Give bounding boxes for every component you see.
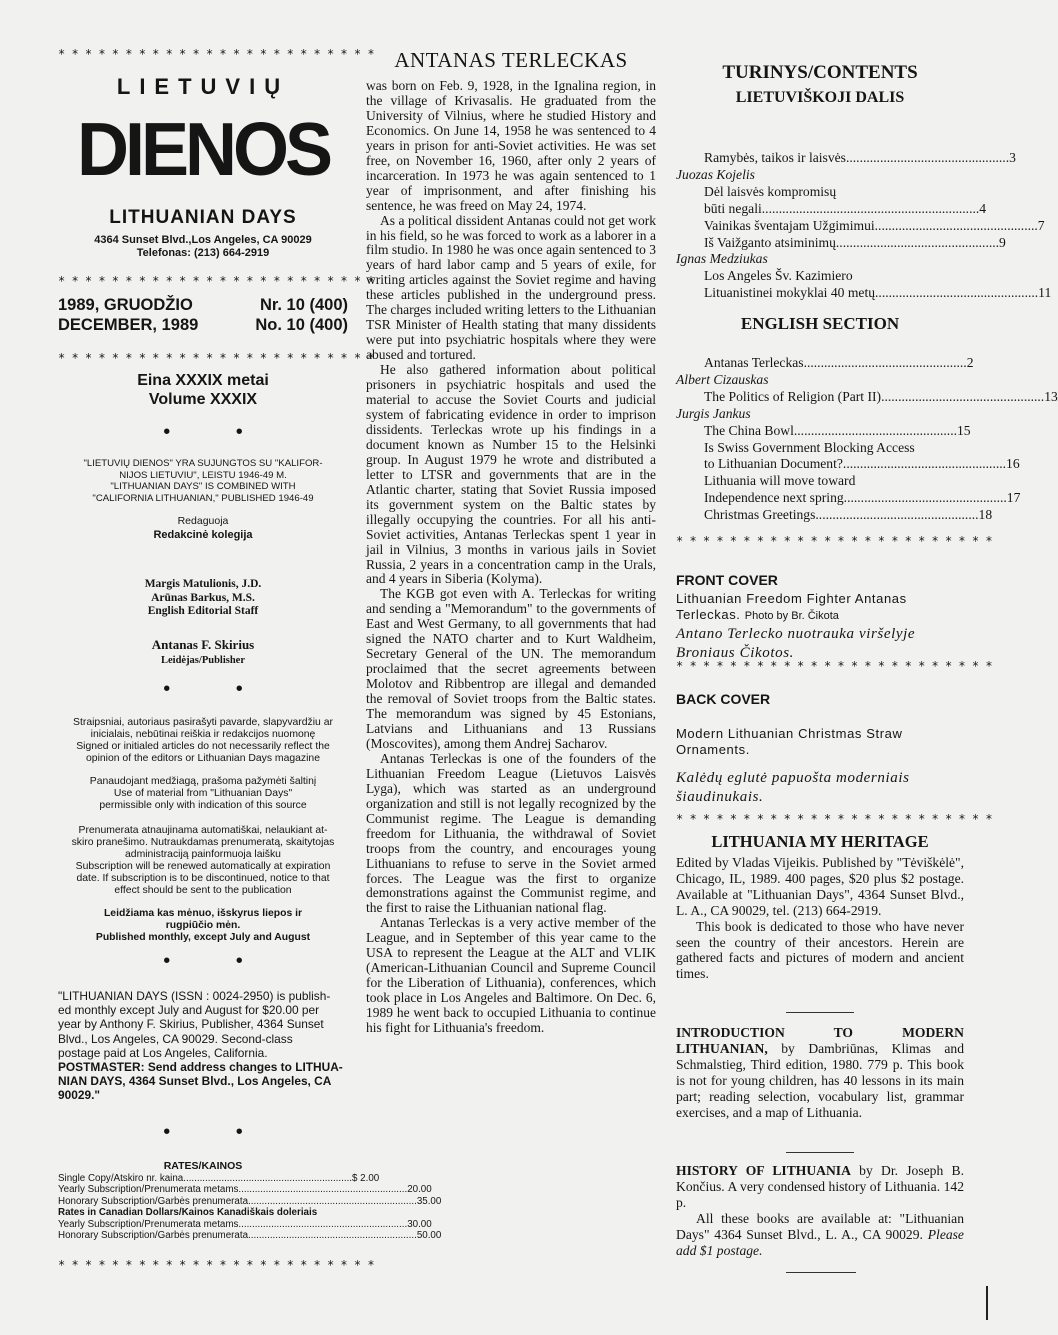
masthead-dienos-logo: DIENOS [76,108,330,192]
back-cover-heading: BACK COVER [676,691,771,707]
toc-entry-page: 15 [957,422,971,438]
star-divider: * * * * * * * * * * * * * * * * * * * * * * * * [676,659,993,673]
masthead-lithuanian-days: LITHUANIAN DAYS [109,207,297,228]
heritage-book-text: Edited by Vladas Vijeikis. Published by "Tėviškėlė", Chicago, IL, 1989. 400 pages, $20 plus $2 postage. Available at "Lithuanian Days", 4364 Sunset Blvd., L. A., CA 90029, tel. (213) 664-2919. [676,855,964,918]
notice-line: Panaudojant medžiagą, prašoma pažymėti šaltinį [89,776,317,787]
toc-entry: Vainikas šventajam Užgimimui ................................................ 7 [704,217,1045,233]
toc-entry-title-line: Dėl laisvės kompromisų [704,183,837,199]
toc-entry-page: 9 [999,234,1006,250]
star-divider: * * * * * * * * * * * * * * * * * * * * * * * * [58,351,375,365]
notice-line: inicialais, nebūtinai reiškia ir redakcijos nuomonę [90,728,316,740]
notice-line: effect should be sent to the publication [114,884,292,896]
toc-entry: Iš Vaižganto atsiminimų ................................................ 9 [704,234,1006,250]
issn-statement [58,989,348,1103]
issn-line: "LITHUANIAN DAYS (ISSN : 0024-2950) is publish- [58,989,331,1003]
notice-line: skiro pranešimo. Nutraukdamas prenumeratą, skaitytojas [71,836,335,848]
article-paragraph: The KGB got even with A. Terleckas for writing and sending a "Memorandum" to the governments of East and West Germany, to all governments that had signed the NATO charter and to Kurt Waldheim, Secretary General of the UN. The memorandum proclaimed that the secret agreements between Molotov and Ribbentrop are illegal and demanded the removal of Soviet troops from the Baltic states. The memorandum was signed by 45 Estonians, Latvians and Lithuanians and 13 Russians (Moscovites), among them Andrej Sacharov. [366,586,656,751]
heritage-book-title: LITHUANIA MY HERITAGE [711,832,929,851]
intro-book-title: INTRODUCTION TO MODERN LITHUANIAN, [676,1025,964,1056]
contents-title: TURINYS/CONTENTS [722,62,918,83]
front-cover-caption [676,591,964,624]
dot-divider: • • [163,950,273,972]
editor-name: English Editorial Staff [147,605,259,617]
toc-entry: The China Bowl ................................................ 15 [704,422,971,438]
issn-line: POSTMASTER: Send address changes to LITHUA- [58,1060,343,1075]
article-paragraph: was born on Feb. 9, 1928, in the Ignalina region, in the village of Krivasalis. He graduated from the University of Vilnius, where he studied History and Economics. On June 14, 1958 he was sentenced to 4 years in prison for anti-Soviet activities. He was set free, on November 16, 1960, after only 2 years of incarceration. In 1973 he was again sentenced to 1 year of imprisonment, and after finishing his sentence, he was freed on May 24, 1974. [366,78,656,213]
toc-entry-title: Iš Vaižganto atsiminimų [704,234,836,250]
star-divider: * * * * * * * * * * * * * * * * * * * * * * * * [58,47,375,61]
intro-book-block [676,1025,964,1120]
issn-line: 90029." [58,1088,101,1103]
toc-entry-page: 2 [966,355,974,370]
toc-entry-title: to Lithuanian Document? [704,456,843,472]
notice-line: administraciją painformuoja laišku [125,848,281,860]
article-paragraph: He also gathered information about political prisoners in psychiatric hospitals and used the material to accuse the Soviet Courts and judicial system of fabricating evidence in order to imprison dissidents. Terleckas wrote up his findings in a document known as Number 15 to the Helsinki group. In August 1979 he wrote and distributed a letter to LTSR and governments that are in the Atlantic charter, stating that Soviet Russia imposed its government system on the Baltic states by illegally occupying the countries. For all his anti-Soviet activities, Antanas Terleckas spent 1 year in jail in Vilnius, 3 months in various jails in Soviet Russia, 2 years in a concentration camp in the Urals, and 4 years in Siberia (Kolyma). [366,362,656,587]
notice-line: opinion of the editors or Lithuanian Days magazine [86,752,320,764]
rate-label: Yearly Subscription/Prenumerata metams [58,1184,239,1196]
separator-line [676,1152,964,1153]
toc-entry-page: 18 [978,507,993,523]
dot-divider: • • [163,421,273,443]
toc-entry-title: Independence next spring [704,490,844,506]
rate-row: Yearly Subscription/Prenumerata metams .............................................................. 30.00 [58,1218,432,1230]
toc-entry-page: 11 [1038,285,1052,301]
postage-note: Please add $1 postage. [676,1226,964,1258]
notice-line: "LITHUANIAN DAYS" IS COMBINED WITH [110,481,296,492]
star-divider: * * * * * * * * * * * * * * * * * * * * * * * * [58,1258,375,1272]
toc-entry-title: The China Bowl [704,422,794,438]
toc-author: Ignas Medziukas [676,251,768,267]
back-cover-text: Modern Lithuanian Christmas Straw Ornaments. [676,726,903,757]
article-paragraph: Antanas Terleckas is one of the founders of the Lithuanian Freedom League (Lietuvos Laisvės Lyga), which was started as an underground organization and still is not legally recognized by the Communist regime. The League is demanding freedom for Lithuania, the withdrawal of Soviet troops from the country, and encourages young Lithuanians to refuse to serve in the Soviet armed forces. The League was the first to organize demonstrations against the Communist regime, and the first to raise the Lithuanian national flag. [366,750,656,916]
rate-amount: 50.00 [416,1230,442,1242]
rate-label: Yearly Subscription/Prenumerata metams [58,1218,239,1230]
notice-line: Prenumerata atnaujinama automatiškai, nelaukiant at- [78,825,328,836]
rate-amount: $ 2.00 [352,1173,380,1184]
rate-row: Honorary Subscription/Garbės prenumerata .............................................................. 50.00 [58,1230,442,1242]
article-paragraph: Antanas Terleckas is a very active member of the League, and in September of this year came to the USA to represent the League at the ALT and VLIK (American-Lithuanian Council and Supreme Council for the Liberation of Lithuania), conferences, which took place in Los Angeles and Baltimore. On Dec. 6, 1989 he went back to occupied Lithuania to continue his fight for Lithuania's freedom. [366,915,656,1036]
toc-author: Juozas Kojelis [676,166,755,182]
volume-en: Volume XXXIX [148,391,258,408]
photo-credit: Photo by Br. Čikota [744,609,839,622]
issn-line: year by Anthony F. Skirius, Publisher, 4364 Sunset [58,1017,324,1032]
source-notice [58,776,348,812]
rates-table [58,1173,442,1242]
toc-entry-title: The Politics of Religion (Part II) [704,388,882,404]
editor-name: Arūnas Barkus, M.S. [151,591,255,604]
toc-entry-page: 4 [979,200,987,216]
publisher-role: Leidėjas/Publisher [160,655,245,666]
notice-line: "CALIFORNIA LITHUANIAN," PUBLISHED 1946-49 [92,492,314,504]
toc-entry-title: Lituanistinei mokyklai 40 metų [704,285,876,301]
notice-line: date. If subscription is to be discontinued, notice to that [76,872,330,884]
toc-entry-title: Ramybės, taikos ir laisvės [704,150,846,165]
toc-entry: Independence next spring ................................................ 17 [704,490,1021,506]
toc-entry: Antanas Terleckas ................................................ 2 [704,355,974,370]
issn-line: Blvd., Los Angeles, CA 90029. Second-class [58,1031,293,1046]
notice-line: Straipsniai, autoriaus pasirašyti pavarde, slapyvardžiu ar [73,717,333,728]
toc-author: Albert Cizauskas [676,371,769,387]
notice-line: NIJOS LIETUVIU", LEISTU 1946-49 M. [119,469,287,481]
notice-line: rugpiūčio mėn. [165,919,241,931]
rates-canadian-title: Rates in Canadian Dollars/Kainos Kanadiškais doleriais [58,1207,318,1219]
issue-month-lt: 1989, GRUODŽIO [58,296,193,314]
history-book-title: HISTORY OF LITHUANIA [676,1163,851,1178]
availability-text: All these books are available at: "Lithuanian Days" 4364 Sunset Blvd., L. A., CA 90029. [676,1210,964,1242]
signed-articles-notice [58,717,348,765]
toc-entry: Christmas Greetings ................................................ 18 [704,507,993,523]
notice-line: Leidžiama kas mėnuo, išskyrus liepos ir [103,908,303,919]
editors-list [58,578,348,619]
heritage-book-block [676,855,964,982]
issue-month-en: DECEMBER, 1989 [58,316,199,334]
rate-row: Honorary Subscription/Garbės prenumerata .............................................................. 35.00 [58,1195,442,1207]
rate-row: Yearly Subscription/Prenumerata metams .............................................................. 20.00 [58,1184,432,1196]
toc-entry-title-line: Is Swiss Government Blocking Access [704,439,915,455]
masthead-address: 4364 Sunset Blvd.,Los Angeles, CA 90029 [94,234,312,246]
toc-entry: Ramybės, taikos ir laisvės ................................................ 3 [704,150,1016,165]
dot-divider: • • [163,678,273,700]
back-cover-lt: Kalėdų eglutė papuošta moderniais šiaudinukais. [676,770,910,805]
masthead-lietuviu: LIETUVIŲ [116,74,290,99]
combined-notice [58,458,348,504]
rate-row: Single Copy/Atskiro nr. kaina .............................................................. $ 2.00 [58,1173,380,1184]
toc-entry-title-line: Lithuania will move toward [704,473,856,489]
rate-label: Single Copy/Atskiro nr. kaina [58,1173,184,1184]
issn-line: NIAN DAYS, 4364 Sunset Blvd., Los Angeles, CA [58,1074,332,1089]
issn-line: ed monthly except July and August for $20.00 per [58,1003,320,1018]
renewal-notice [58,825,348,896]
dot-divider: • • [163,1121,273,1143]
toc-entry-title-line: Los Angeles Šv. Kazimiero [704,268,853,284]
toc-en-list [676,355,1058,524]
toc-entry-page: 16 [1006,456,1020,472]
lt-section-title: LIETUVIŠKOJI DALIS [735,89,905,106]
issue-number-lt: Nr. 10 (400) [259,296,348,314]
toc-entry: Lituanistinei mokyklai 40 metų ................................................ 11 [704,285,1052,301]
rate-amount: 20.00 [407,1184,432,1196]
rates-title: RATES/KAINOS [163,1160,243,1172]
star-divider: * * * * * * * * * * * * * * * * * * * * * * * * [676,534,993,548]
volume-lt: Eina XXXIX metai [137,372,269,389]
rate-amount: 35.00 [416,1195,442,1207]
notice-line: Subscription will be renewed automatically at expiration [75,860,331,872]
page-edge-mark [986,1286,988,1320]
front-cover-heading: FRONT COVER [676,572,778,588]
notice-line: "LIETUVIŲ DIENOS" YRA SUJUNGTOS SU "KALIFOR- [83,458,323,469]
publisher-name: Antanas F. Skirius [151,637,255,652]
notice-line: permissible only with indication of this source [99,799,307,811]
monthly-notice [58,908,348,944]
toc-entry-page: 3 [1009,150,1016,165]
separator-line [786,1272,964,1273]
rate-label: Honorary Subscription/Garbės prenumerata [58,1230,249,1242]
masthead-phone: Telefonas: (213) 664-2919 [136,247,270,259]
toc-entry-title: Antanas Terleckas [704,355,804,370]
notice-line: Signed or initialed articles do not necessarily reflect the [76,740,330,752]
editorial-board: Redakcinė kolegija [153,529,253,541]
redaguoja-label: Redaguoja [177,515,229,527]
article-body [366,79,656,1036]
history-book-text: by Dr. Joseph B. Končius. A very condensed history of Lithuania. 142 p. [676,1163,964,1210]
issn-line: postage paid at Los Angeles, California. [58,1045,268,1060]
rate-amount: 30.00 [407,1218,432,1230]
star-divider: * * * * * * * * * * * * * * * * * * * * * * * * [676,812,993,826]
toc-entry: to Lithuanian Document? ................................................ 16 [704,456,1020,472]
toc-entry-title: Vainikas šventajam Užgimimui [704,217,875,233]
notice-line: Use of material from "Lithuanian Days" [113,787,293,799]
toc-entry-page: 13 [1044,388,1058,404]
issue-date-lt [58,295,348,315]
intro-book-text: by Dambriūnas, Klimas and Schmalstieg, Third edition, 1980. 779 p. This book is not for young children, has 40 lessons in its main part; reading selection, vocabulary list, grammar exercises, and a map of Lithuania. [676,1040,964,1120]
rate-label: Honorary Subscription/Garbės prenumerata [58,1195,249,1207]
en-section-title: ENGLISH SECTION [740,314,900,333]
history-book-block [676,1163,964,1258]
toc-entry-title: būti negali [704,200,762,216]
issue-date-en [58,315,348,335]
toc-entry-page: 7 [1037,217,1045,233]
separator-line [676,1012,964,1013]
article-title: ANTANAS TERLECKAS [394,48,628,72]
editor-name: Margis Matulionis, J.D. [144,578,262,590]
toc-author: Jurgis Jankus [676,405,751,421]
notice-line: Published monthly, except July and August [95,931,311,943]
issue-number-en: No. 10 (400) [255,316,348,334]
toc-entry: būti negali ................................................................ 4 [704,200,987,216]
front-cover-text: Lithuanian Freedom Fighter Antanas Terleckas. [676,591,907,622]
article-paragraph: As a political dissident Antanas could not get work in his field, so he was forced to work as a laborer in a film studio. In 1980 he was once again sentenced to 3 years of hard labor camp and 5 years of exile, for writing articles against the Soviet regime and having these articles published in the underground press. The charges included writing letters to the Lithuanian TSR Minister of Health stating that many dissidents were put into psychiatric hospitals where they were abused and tortured. [366,212,656,363]
front-cover-lt: Antano Terlecko nuotrauka viršelyje Broniaus Čikotos. [676,626,916,661]
toc-entry-title: Christmas Greetings [704,507,816,523]
heritage-book-description: This book is dedicated to those who have never seen the country of their ancestors. Herein are gathered facts and pictures of modern and ancient times. [676,918,964,982]
toc-entry-page: 17 [1006,490,1021,506]
toc-entry: The Politics of Religion (Part II) ................................................ 13 [704,388,1058,404]
toc-lt-list [676,150,1052,302]
star-divider: * * * * * * * * * * * * * * * * * * * * * * * * [58,274,375,288]
